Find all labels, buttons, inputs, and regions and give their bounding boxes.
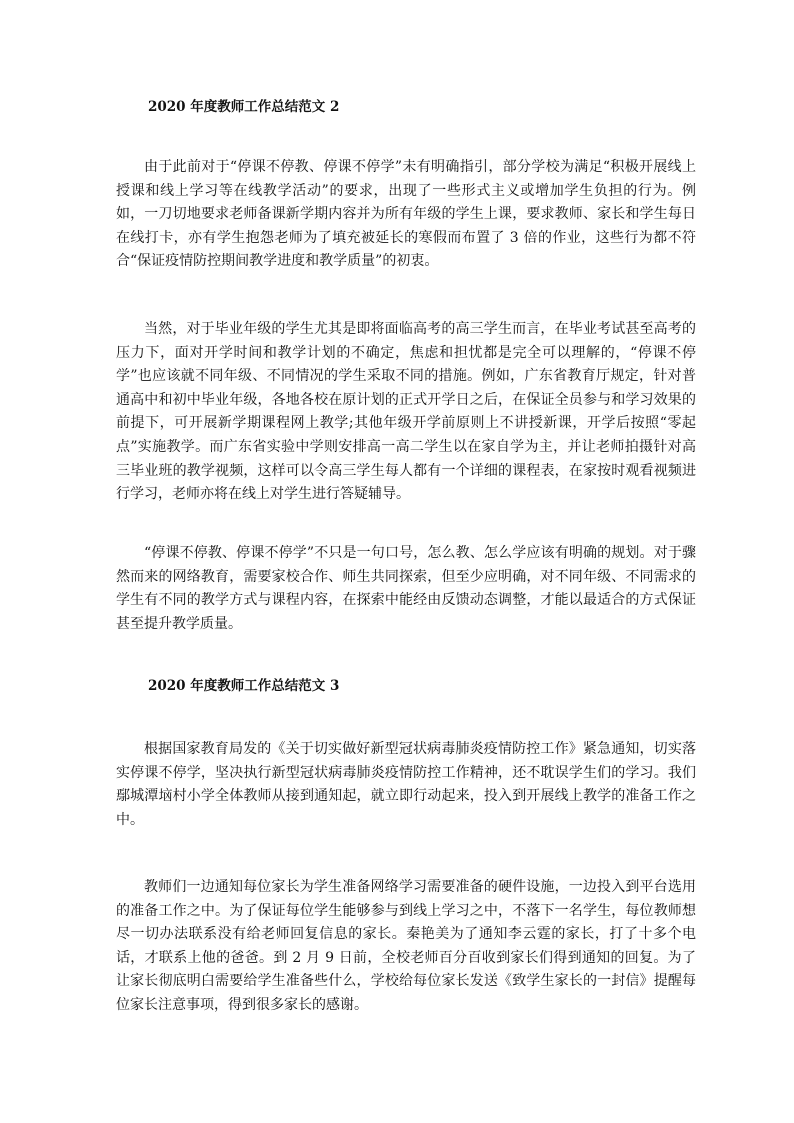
paragraph: 教师们一边通知每位家长为学生准备网络学习需要准备的硬件设施，一边投入到平台选用的准备工作之中。为了保证每位学生能够参与到线上学习之中，不落下一名学生，每位教师想尽一切办法联系没有给老师回复信息的家长。秦艳美为了通知李云霆的家长，打了十多个电话，才联系上他的爸爸。到 2 月 9 日前，全校老师百分百收到家长们得到通知的回复。为了让家长彻底明白需要给学生准备些什么，学校给每位家长发送《致学生家长的一封信》提醒每位家长注意事项，得到很多家长的感谢。 (116, 879, 696, 1013)
section-heading: 2020 年度教师工作总结范文 2 (148, 99, 340, 115)
paragraph: 根据国家教育局发的《关于切实做好新型冠状病毒肺炎疫情防控工作》紧急通知，切实落实停课不停学，坚决执行新型冠状病毒肺炎疫情防控工作精神，还不耽误学生们的学习。我们鄢城潭垴村小学全体教师从接到通知起，就立即行动起来，投入到开展线上教学的准备工作之中。 (116, 741, 696, 828)
paragraph: 由于此前对于“停课不停教、停课不停学”未有明确指引，部分学校为满足“积极开展线上授课和线上学习等在线教学活动”的要求，出现了一些形式主义或增加学生负担的行为。例如，一刀切地要求老师备课新学期内容并为所有年级的学生上课，要求教师、家长和学生每日在线打卡，亦有学生抱怨老师为了填充被延长的寒假而布置了 3 倍的作业，这些行为都不符合“保证疫情防控期间教学进度和教学质量”的初衷。 (116, 159, 696, 270)
section-heading: 2020 年度教师工作总结范文 3 (148, 678, 340, 694)
paragraph: “停课不停教、停课不停学”不只是一句口号，怎么教、怎么学应该有明确的规划。对于骤然而来的网络教育，需要家校合作、师生共同探索，但至少应明确，对不同年级、不同需求的学生有不同的教学方式与课程内容，在探索中能经由反馈动态调整，才能以最适合的方式保证甚至提升教学质量。 (116, 545, 696, 632)
paragraph: 当然，对于毕业年级的学生尤其是即将面临高考的高三学生而言，在毕业考试甚至高考的压力下，面对开学时间和教学计划的不确定，焦虑和担忧都是完全可以理解的，“停课不停学”也应该就不同年级、不同情况的学生采取不同的措施。例如，广东省教育厅规定，针对普通高中和初中毕业年级，各地各校在原计划的正式开学日之后，在保证全员参与和学习效果的前提下，可开展新学期课程网上教学;其他年级开学前原则上不讲授新课，开学后按照“零起点”实施教学。而广东省实验中学则安排高一高二学生以在家自学为主，并让老师拍摄针对高三毕业班的教学视频，这样可以令高三学生每人都有一个详细的课程表，在家按时观看视频进行学习，老师亦将在线上对学生进行答疑辅导。 (116, 321, 696, 503)
